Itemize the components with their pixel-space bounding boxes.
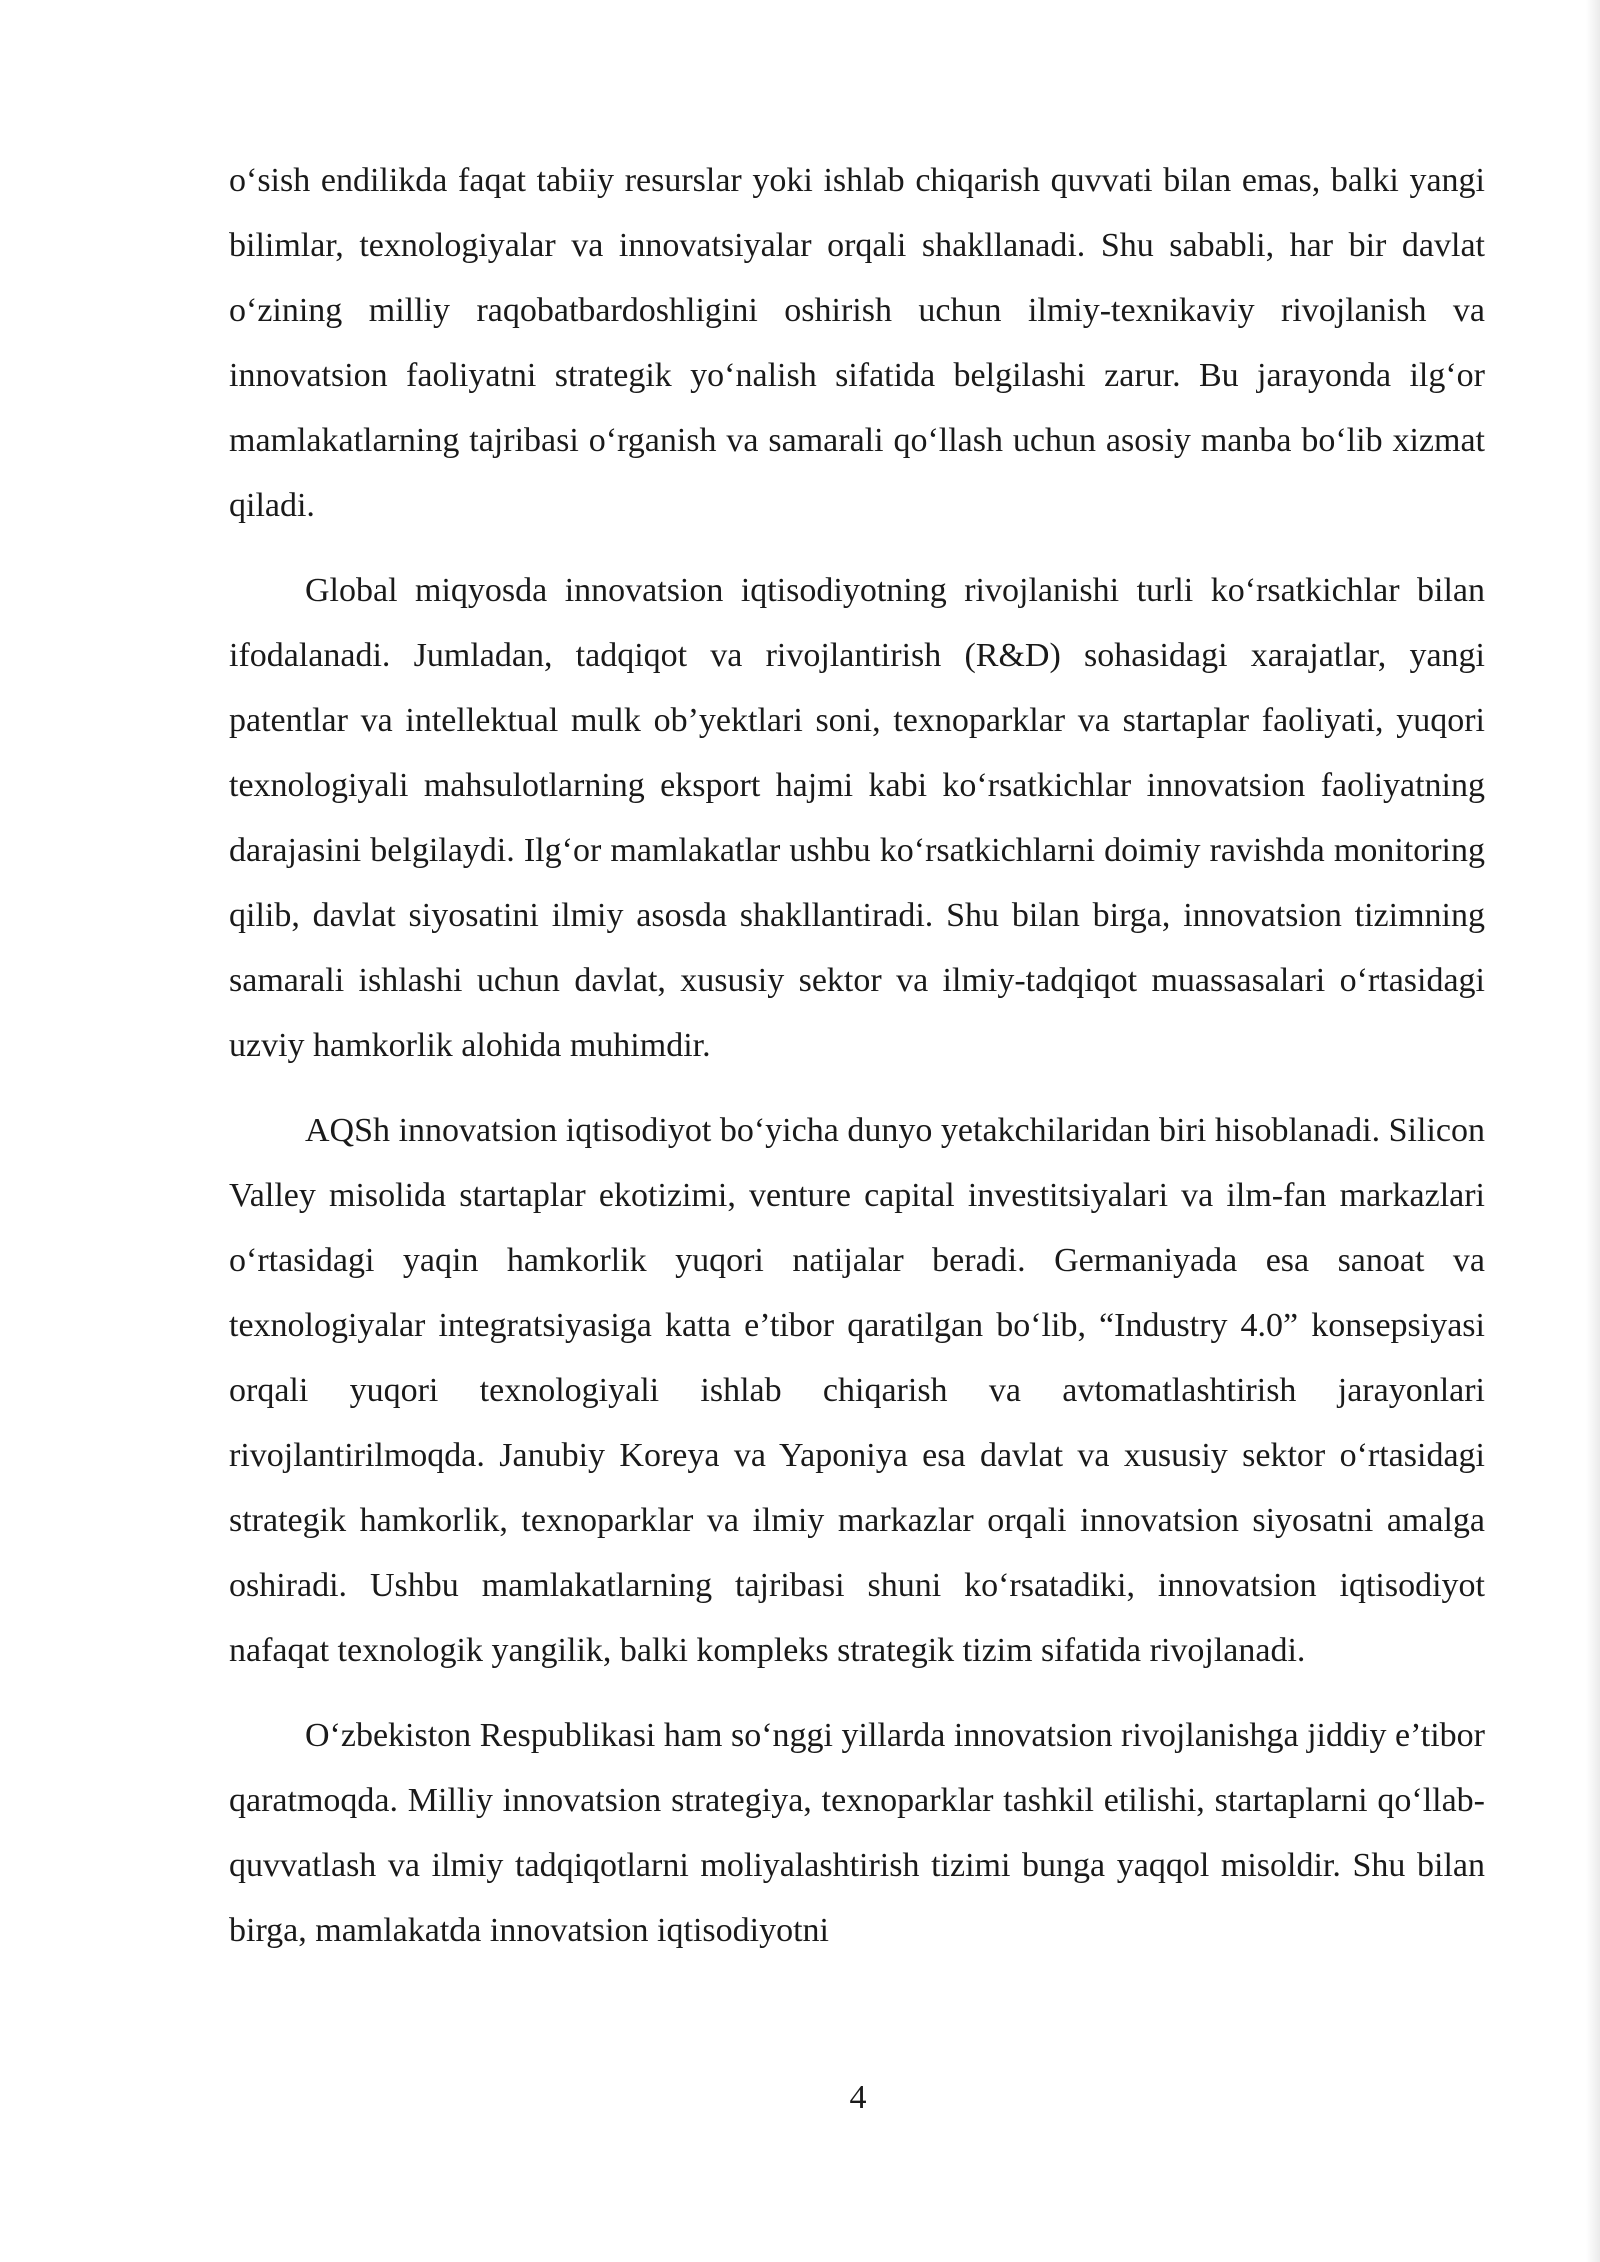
paragraph-1: o‘sish endilikda faqat tabiiy resurslar yoki ishlab chiqarish quvvati bilan emas, balki yangi bilimlar, texnologiyalar va innovatsiyalar orqali shakllanadi. Shu sababli, har bir davlat o‘zining milliy raqobatbardoshligini oshirish uchun ilmiy-texnikaviy rivojlanish va innovatsion faoliyatni strategik yo‘nalish sifatida belgilashi zarur. Bu jarayonda ilg‘or mamlakatlarning tajribasi o‘rganish va samarali qo‘llash uchun asosiy manba bo‘lib xizmat qiladi. [229, 162, 1485, 524]
paragraph-3: AQSh innovatsion iqtisodiyot bo‘yicha dunyo yetakchilaridan biri hisoblanadi. Silicon Valley misolida startaplar ekotizimi, venture capital investitsiyalari va ilm-fan markazlari o‘rtasidagi yaqin hamkorlik yuqori natijalar beradi. Germaniyada esa sanoat va texnologiyalar integratsiyasiga katta e’tibor qaratilgan bo‘lib, “Industry 4.0” konsepsiyasi orqali yuqori texnologiyali ishlab chiqarish va avtomatlashtirish jarayonlari rivojlantirilmoqda. Janubiy Koreya va Yaponiya esa davlat va xususiy sektor o‘rtasidagi strategik hamkorlik, texnoparklar va ilmiy markazlar orqali innovatsion siyosatni amalga oshiradi. Ushbu mamlakatlarning tajribasi shuni ko‘rsatadiki, innovatsion iqtisodiyot nafaqat texnologik yangilik, balki kompleks strategik tizim sifatida rivojlanadi. [229, 1112, 1485, 1669]
document-body [229, 148, 1485, 1983]
paragraph-4: O‘zbekiston Respublikasi ham so‘nggi yillarda innovatsion rivojlanishga jiddiy e’tibor qaratmoqda. Milliy innovatsion strategiya, texnoparklar tashkil etilishi, startaplarni qo‘llab-quvvatlash va ilmiy tadqiqotlarni moliyalashtirish tizimi bunga yaqqol misoldir. Shu bilan birga, mamlakatda innovatsion iqtisodiyotni [229, 1717, 1485, 1949]
page-edge-shadow [1586, 0, 1600, 2262]
paragraph-2: Global miqyosda innovatsion iqtisodiyotning rivojlanishi turli ko‘rsatkichlar bilan ifodalanadi. Jumladan, tadqiqot va rivojlantirish (R&D) sohasidagi xarajatlar, yangi patentlar va intellektual mulk ob’yektlari soni, texnoparklar va startaplar faoliyati, yuqori texnologiyali mahsulotlarning eksport hajmi kabi ko‘rsatkichlar innovatsion faoliyatning darajasini belgilaydi. Ilg‘or mamlakatlar ushbu ko‘rsatkichlarni doimiy ravishda monitoring qilib, davlat siyosatini ilmiy asosda shakllantiradi. Shu bilan birga, innovatsion tizimning samarali ishlashi uchun davlat, xususiy sektor va ilmiy-tadqiqot muassasalari o‘rtasidagi uzviy hamkorlik alohida muhimdir. [229, 572, 1485, 1064]
page-number: 4 [849, 2079, 867, 2116]
